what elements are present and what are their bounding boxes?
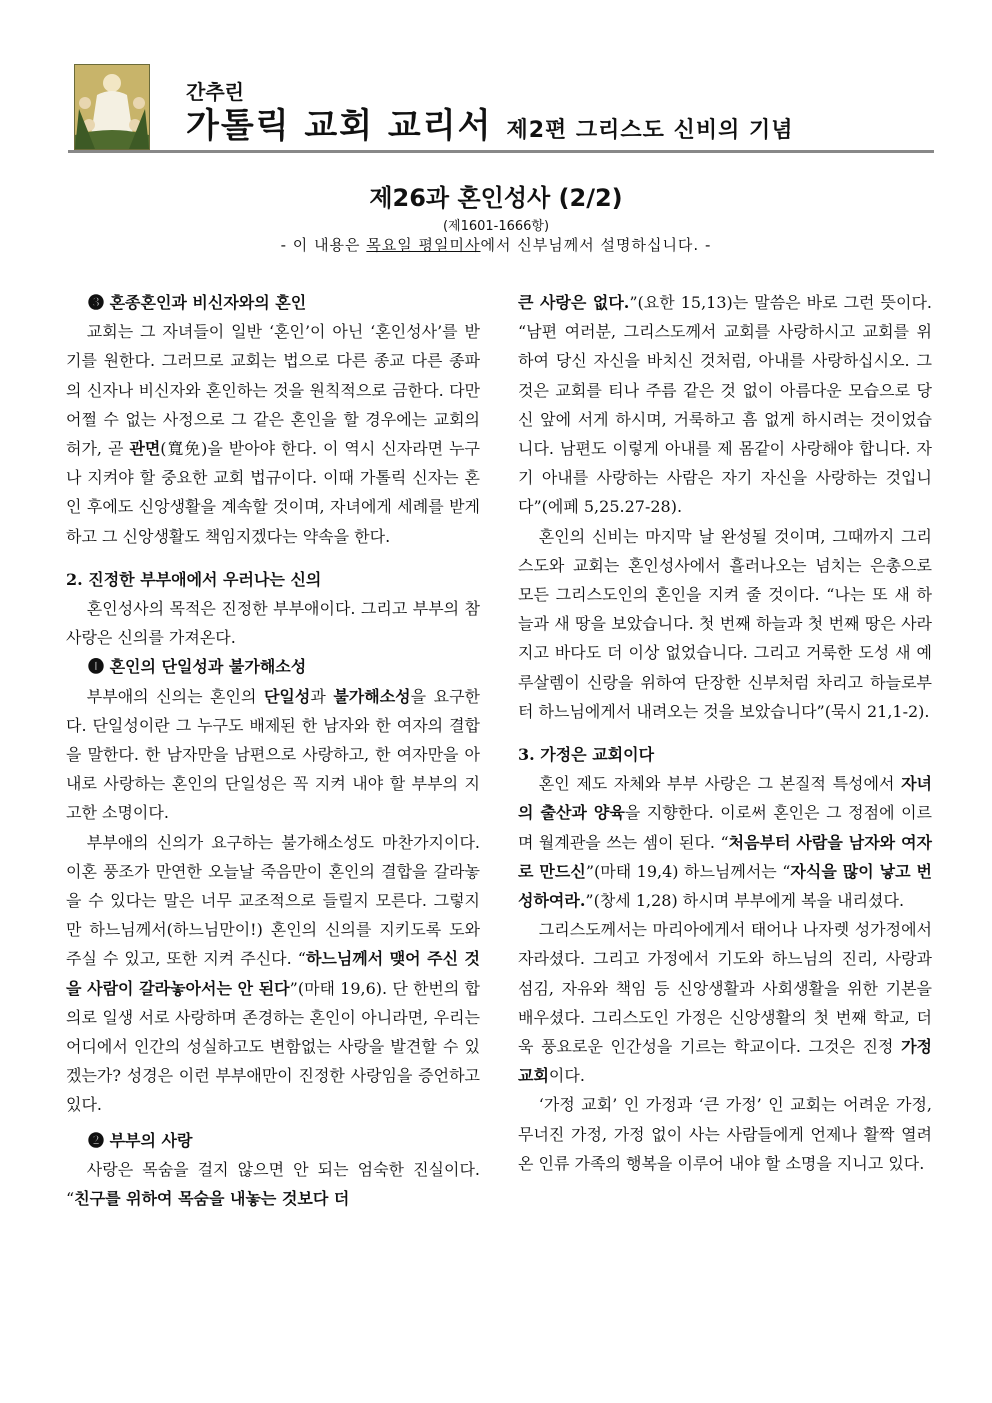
right-column xyxy=(518,288,932,1178)
paragraph xyxy=(66,828,480,1120)
paragraph: 혼인의 신비는 마지막 날 완성될 것이며, 그때까지 그리스도와 교회는 혼인성사에서 흘러나오는 넘치는 은총으로 모든 그리스도인의 혼인을 지켜 줄 것이다. “나는 또 새 하늘과 새 땅을 보았습니다. 첫 번째 하늘과 첫 번째 땅은 사라지고 바다도 더 이상 없었습니다. 그리고 거룩한 도성 새 예루살렘이 신랑을 위하여 단장한 신부처럼 차리고 하늘로부터 하느님에게서 내려오는 것을 보았습니다”(묵시 21,1-2). xyxy=(518,526,932,721)
section-heading-love: ❷ 부부의 사랑 xyxy=(88,1130,193,1150)
bold-text: 큰 사랑은 없다. xyxy=(518,293,630,312)
paragraph xyxy=(66,317,480,551)
paragraph: ‘가정 교회’ 인 가정과 ‘큰 가정’ 인 교회는 어려운 가정, 무너진 가정, 가정 없이 사는 사람들에게 언제나 활짝 열려 온 인류 가족의 행복을 이루어 내야 할 소명을 지니고 있다. xyxy=(518,1095,932,1173)
note-prefix: - 이 내용은 xyxy=(280,236,367,254)
text: 부부애의 신의가 요구하는 불가해소성도 마찬가지이다. 이혼 풍조가 만연한 오늘날 죽음만이 혼인의 결합을 갈라놓을 수 있다는 말은 너무 교조적으로 들릴지 모른다. 그렇지만 하느님께서(하느님만이!) 혼인의 신의를 지키도록 도와주실 수 있고, 또한 지켜 주신다. “ xyxy=(66,832,480,969)
catechism-title: 가톨릭 교회 교리서 xyxy=(186,106,493,146)
text: 사랑은 목숨을 걸지 않으면 안 되는 엄숙한 진실이다. “ xyxy=(66,1159,480,1209)
bold-text: 관면 xyxy=(129,439,161,459)
text: ”(마태 19,4) 하느님께서는 “ xyxy=(585,861,791,881)
paragraph xyxy=(66,682,480,828)
bold-text: 단일성 xyxy=(263,686,311,706)
paragraph xyxy=(66,1155,480,1213)
page-header xyxy=(74,64,934,154)
paragraph xyxy=(518,915,932,1090)
note-underlined: 목요일 평일미사 xyxy=(366,236,481,254)
paragraph xyxy=(518,769,932,915)
header-divider xyxy=(68,150,934,153)
text: 그리스도께서는 마리아에게서 태어나 나자렛 성가정에서 자라셨다. 그리고 가정에서 기도와 하느님의 진리, 사랑과 섬김, 자유와 책임 등 신앙생활과 사회생활을 위한 기본을 배우셨다. 그리스도인 가정은 신앙생활의 첫 번째 학교, 더욱 풍요로운 인간성을 기르는 학교이다. 그것은 진정 xyxy=(518,920,932,1057)
section-heading-2: 2. 진정한 부부애에서 우러나는 신의 xyxy=(66,569,322,589)
text: 을 요구한다. 단일성이란 그 누구도 배제된 한 남자와 한 여자의 결합을 말한다. 한 남자만을 남편으로 사랑하고, 한 여자만을 아내로 사랑하는 혼인의 단일성은 꼭 지켜 내야 할 부부의 지고한 소명이다. xyxy=(66,686,480,823)
paragraph: 혼인성사의 목적은 진정한 부부애이다. 그리고 부부의 참사랑은 신의를 가져온다. xyxy=(66,599,480,648)
bold-text: 가정 교회 xyxy=(518,1037,932,1086)
text: 혼인 제도 자체와 부부 사랑은 그 본질적 특성에서 xyxy=(538,774,902,794)
text: 과 xyxy=(310,686,334,706)
paragraph-range: (제1601-1666항) xyxy=(442,219,550,234)
bold-text: 자녀의 출산과 양육 xyxy=(518,774,932,823)
bold-text: 불가해소성 xyxy=(333,686,411,706)
text: 교회는 그 자녀들이 일반 ‘혼인’이 아닌 ‘혼인성사’를 받기를 원한다. 그러므로 교회는 법으로 다른 종교 다른 종파의 신자나 비신자와 혼인하는 것을 원칙적으로 금한다. 다만 어쩔 수 없는 사정으로 그 같은 혼인을 할 경우에는 교회의 허가, 곧 xyxy=(66,322,480,459)
text: 부부애의 신의는 혼인의 xyxy=(86,686,264,706)
paragraph xyxy=(518,288,932,522)
header-big-title xyxy=(186,98,794,147)
text: ”(마태 19,6). 단 한번의 합의로 일생 서로 사랑하며 존경하는 혼인이 아니라면, 우리는 어디에서 인간의 성실하고도 변함없는 사랑을 발견할 수 있겠는가? 성경은 이런 부부애만이 진정한 사랑임을 증언하고 있다. xyxy=(66,978,480,1115)
section-heading-unity: ❶ 혼인의 단일성과 불가해소성 xyxy=(88,657,307,677)
text: 이다. xyxy=(548,1066,585,1086)
bold-text: 처음부터 사람을 남자와 여자로 만드신 xyxy=(518,832,932,881)
text: 을 지향한다. 이로써 혼인은 그 정점에 이르며 월계관을 쓰는 셈이 된다. “ xyxy=(518,803,932,852)
part-title: 제2편 그리스도 신비의 기념 xyxy=(506,118,794,143)
bold-text: 하느님께서 맺어 주신 것을 사람이 갈라놓아서는 안 된다 xyxy=(66,949,481,998)
bold-text: 친구를 위하여 목숨을 내놓는 것보다 더 xyxy=(74,1189,350,1209)
header-small-title: 간추린 xyxy=(186,80,244,104)
lesson-title: 제26과 혼인성사 (2/2) xyxy=(369,184,623,212)
section-heading-mixed-marriage: ❸ 혼종혼인과 비신자와의 혼인 xyxy=(88,293,307,312)
lesson-note xyxy=(0,234,992,255)
note-suffix: 에서 신부님께서 설명하십니다. - xyxy=(480,236,712,254)
section-heading-3: 3. 가정은 교회이다 xyxy=(518,745,655,765)
text: ”(창세 1,28) 하시며 부부에게 복을 내리셨다. xyxy=(585,891,905,911)
text: (寬免)을 받아야 한다. 이 역시 신자라면 누구나 지켜야 할 중요한 교회 법규이다. 이때 가톨릭 신자는 혼인 후에도 신앙생활을 계속할 것이며, 자녀에게 세례를 받게 하고 그 신앙생활도 책임지겠다는 약속을 한다. xyxy=(66,439,480,546)
left-column xyxy=(66,288,480,1213)
text: ”(요한 15,13)는 말씀은 바로 그런 뜻이다. “남편 여러분, 그리스도께서 교회를 사랑하시고 교회를 위하여 당신 자신을 바치신 것처럼, 아내를 사랑하십시오. 그것은 교회를 티나 주름 같은 것 없이 아름다운 모습으로 당신 앞에 서게 하시며, 거룩하고 흠 없게 하시려는 것이었습니다. 남편도 이렇게 아내를 제 몸같이 사랑해야 합니다. 자기 아내를 사랑하는 사람은 자기 자신을 사랑하는 것입니다”(에페 5,25.27-28). xyxy=(518,293,932,517)
catechism-logo-image xyxy=(74,64,150,150)
bold-text: 자식을 많이 낳고 번성하여라. xyxy=(518,861,933,911)
